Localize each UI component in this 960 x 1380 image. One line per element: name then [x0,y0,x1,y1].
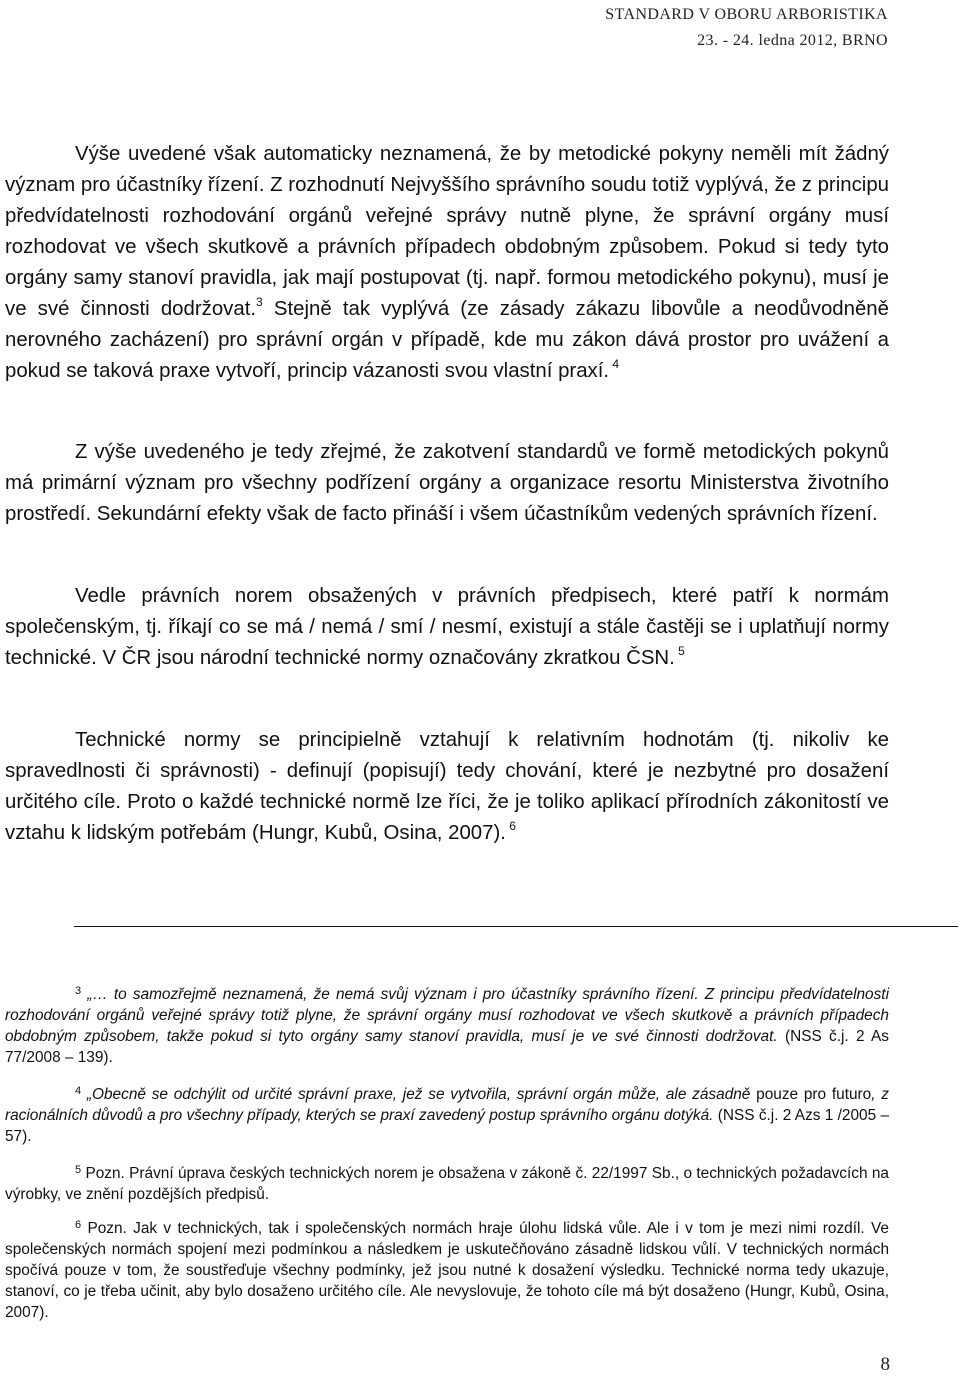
paragraph-1-text-a: Výše uvedené však automaticky neznamená, že by metodické pokyny neměli mít žádný význam pro účastníky řízení. Z rozhodnutí Nejvyššího správního soudu totiž vyplývá, že z principu předvídatelnosti rozhodování orgánů veřejné správy nutně plyne, že správní orgány musí rozhodovat ve všech skutkově a právních případech obdobným způsobem. Pokud si tedy tyto orgány samy stanoví pravidla, jak mají postupovat (tj. např. formou metodického pokynu), musí je ve své činnosti dodržovat. [5,143,889,320]
footnote-4-quote-b: , z racionálních důvodů a pro všechny případy, kterých se praxí zavedený postup správního orgánu dotýká. [5,1086,889,1124]
footnote-5-text: Pozn. Právní úprava českých technických norem je obsažena v zákoně č. 22/1997 Sb., o technických požadavcích na výrobky, ve znění pozdějších předpisů. [5,1165,889,1203]
page-number: 8 [880,1354,890,1375]
footnote-6-text: Pozn. Jak v technických, tak i společenských normách hraje úlohu lidská vůle. Ale i v tom je mezi nimi rozdíl. Ve společenských normách spojení mezi podmínkou a následkem je uskutečňováno zásadně lidskou vůlí. V technických normách spočívá pouze v tom, že soustřeďuje všechny podmínky, jež jsou nutné k dosažení výsledku. Technické norma tedy ukazuje, stanoví, co je třeba učinit, aby bylo dosaženo určitého cíle. Ale nevyslovuje, že tohoto cíle má být dosaženo (Hungr, Kubů, Osina, 2007). [5,1220,889,1321]
footnote-4 [5,1084,889,1147]
footnote-4-source: (NSS č.j. 2 Azs 1 /2005 – 57). [5,1107,890,1145]
paragraph-4 [5,725,889,849]
footnote-ref-4: 4 [609,357,620,371]
header-date-place: 23. - 24. ledna 2012, BRNO [697,32,888,49]
footnote-5 [5,1163,889,1205]
paragraph-1 [5,139,889,387]
footnote-3-number: 3 [75,985,82,997]
footnote-4-quote-a: „Obecně se odchýlit od určité správní praxe, jež se vytvořila, správní orgán může, ale zásadně [81,1086,757,1103]
footnote-6 [5,1218,889,1323]
footnote-3 [5,984,889,1068]
paragraph-2 [5,437,889,530]
footnote-4-plain: pouze pro futuro [756,1086,872,1103]
paragraph-1-text-b: Stejně tak vyplývá (ze zásady zákazu libovůle a neodůvodněně nerovného zacházení) pro správní orgán v případě, kde mu zákon dává prostor pro uvážení a pokud se taková praxe vytvoří, princip vázanosti svou vlastní praxí. [5,298,889,382]
footnote-3-source: (NSS č.j. 2 As 77/2008 – 139). [5,1028,889,1066]
footnote-5-number: 5 [75,1164,82,1176]
page-header [605,2,888,54]
footnote-ref-6: 6 [505,819,516,833]
footnote-ref-3: 3 [256,295,263,309]
footnote-6-number: 6 [75,1219,82,1231]
paragraph-3 [5,581,889,674]
header-title: STANDARD V OBORU ARBORISTIKA [605,6,888,23]
footnote-separator [74,926,958,927]
footnote-4-number: 4 [75,1085,82,1097]
footnote-ref-5: 5 [674,644,685,658]
paragraph-3-text: Vedle právních norem obsažených v právních předpisech, které patří k normám společenským, tj. říkají co se má / nemá / smí / nesmí, existují a stále častěji se i uplatňují normy technické. V ČR jsou národní technické normy označovány zkratkou ČSN. [5,585,889,669]
footnote-3-quote: „… to samozřejmě neznamená, že nemá svůj význam i pro účastníky správního řízení. Z principu předvídatelnosti rozhodování orgánů veřejné správy totiž plyne, že správní orgány musí rozhodovat ve všech skutkově a právních případech obdobným způsobem, takže pokud si tyto orgány samy stanoví pravidla, musí je ve své činnosti dodržovat. [5,986,889,1045]
paragraph-2-text: Z výše uvedeného je tedy zřejmé, že zakotvení standardů ve formě metodických pokynů má primární význam pro všechny podřízení orgány a organizace resortu Ministerstva životního prostředí. Sekundární efekty však de facto přináší i všem účastníkům vedených správních řízení. [5,441,889,525]
paragraph-4-text: Technické normy se principielně vztahují k relativním hodnotám (tj. nikoliv ke spravedlnosti či správnosti) - definují (popisují) tedy chování, které je nezbytné pro dosažení určitého cíle. Proto o každé technické normě lze říci, že je toliko aplikací přírodních zákonitostí ve vztahu k lidským potřebám (Hungr, Kubů, Osina, 2007). [5,729,889,844]
